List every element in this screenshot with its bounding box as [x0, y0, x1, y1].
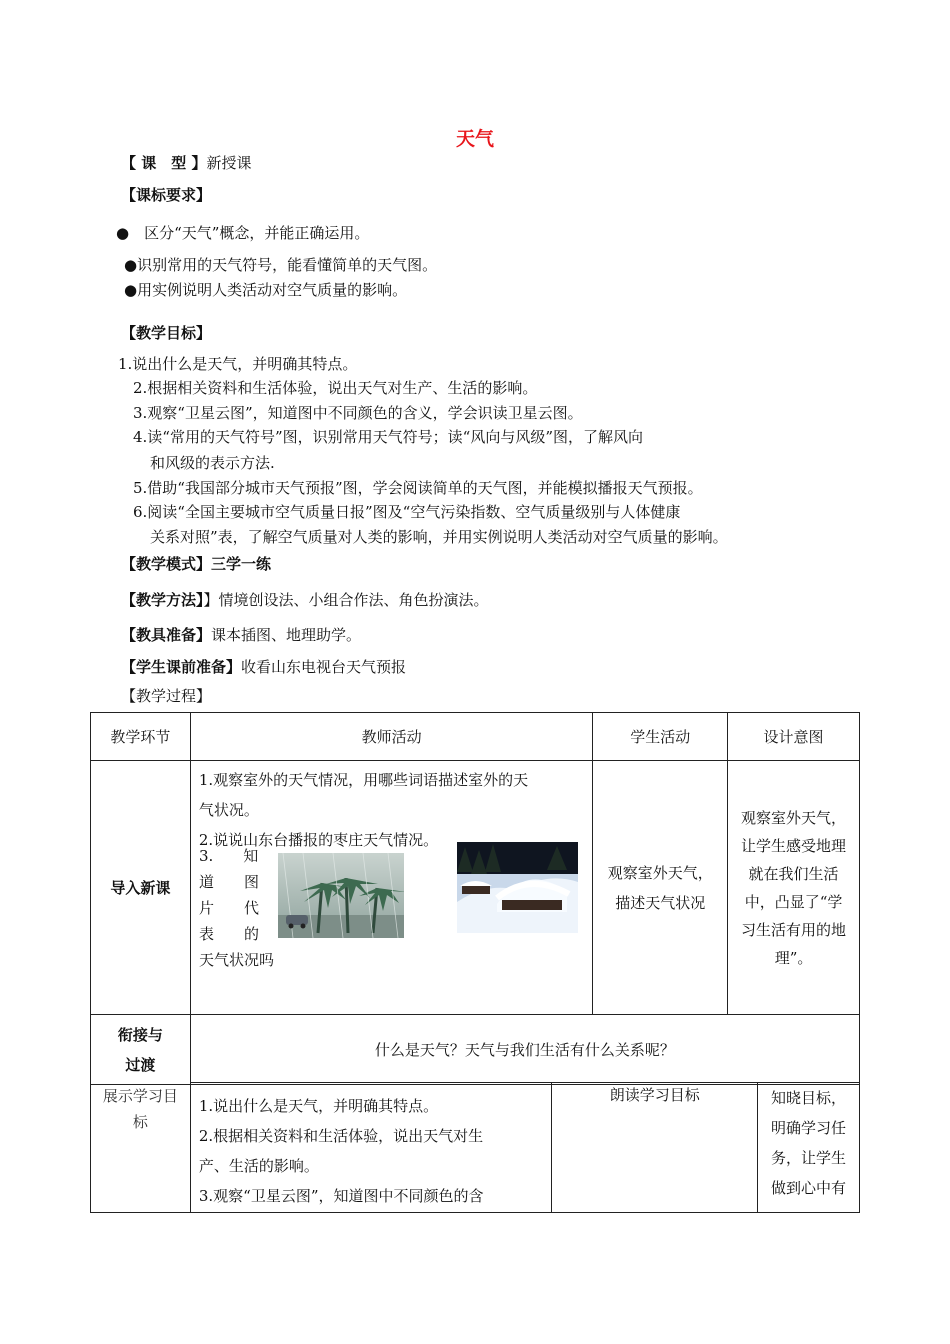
design-intent-line: 让学生感受地理 [741, 836, 847, 855]
aids-line [121, 624, 361, 645]
design-intent-line: 做到心中有 [771, 1179, 847, 1197]
stage-line: 标 [132, 1112, 148, 1131]
mode-value: 三学一练 [211, 555, 272, 573]
snow-photo [457, 842, 578, 933]
standard-item: ●识别常用的天气符号，能看懂简单的天气图。 [124, 256, 438, 274]
student-activity-line: 观察室外天气， [607, 863, 713, 882]
goal-item: 1.说出什么是天气，并明确其特点。 [118, 355, 358, 373]
goal-item: 5.借助“我国部分城市天气预报”图，学会阅读简单的天气图，并能模拟播报天气预报。 [133, 479, 703, 497]
stage-line: 衔接与 [117, 1025, 163, 1044]
teacher-activity-line: 产、生活的影响。 [198, 1157, 319, 1175]
table-row [91, 1015, 860, 1085]
stage-line: 过渡 [125, 1055, 156, 1074]
goal-item: 和风级的表示方法. [150, 454, 275, 472]
question-3-line: 3. 知 [199, 847, 259, 865]
question-3-line: 片 代 [199, 899, 260, 917]
goal-item: 2.根据相关资料和生活体验，说出天气对生产、生活的影响。 [133, 379, 538, 397]
standards-heading: 【课标要求】 [121, 186, 212, 204]
stage-line: 展示学习目 [102, 1086, 178, 1105]
teacher-activity-line: 2.根据相关资料和生活体验，说出天气对生 [198, 1127, 484, 1145]
design-intent-line: 中，凸显了“学 [744, 892, 843, 911]
column-header: 教师活动 [190, 713, 592, 761]
prep-line [121, 656, 406, 677]
stage-cell [91, 1015, 191, 1085]
goal-item: 关系对照”表，了解空气质量对人类的影响，并用实例说明人类活动对空气质量的影响。 [150, 528, 728, 546]
standard-item: ●用实例说明人类活动对空气质量的影响。 [124, 281, 408, 299]
design-intent-cell [728, 761, 860, 1015]
mode-label: 【教学模式】 [121, 555, 212, 573]
goals-heading: 【教学目标】 [121, 324, 212, 342]
question-3-line: 道 图 [199, 873, 260, 891]
table-row [91, 1083, 860, 1213]
goal-item: 3.观察“卫星云图”，知道图中不同颜色的含义，学会识读卫星云图。 [133, 404, 583, 422]
design-intent-line: 理”。 [774, 948, 813, 967]
student-activity-cell [552, 1083, 758, 1213]
goal-item: 4.读“常用的天气符号”图，识别常用天气符号；读“风向与风级”图，了解风向 [133, 428, 643, 446]
standard-item: ● 区分“天气”概念，并能正确运用。 [116, 224, 370, 242]
teacher-activity-line: 1.观察室外的天气情况，用哪些词语描述室外的天 [198, 771, 529, 789]
question-3-line: 表 的 [199, 925, 260, 943]
process-heading: 【教学过程】 [121, 687, 212, 705]
teacher-activity-line: 2.说说山东台播报的枣庄天气情况。 [198, 831, 439, 849]
aids-label: 【教具准备】 [121, 626, 212, 644]
teacher-activity-line: 3.观察“卫星云图”，知道图中不同颜色的含 [198, 1187, 484, 1205]
aids-value: 课本插图、地理助学。 [211, 626, 362, 644]
table-header-row [91, 713, 860, 761]
page-title: 天气 [455, 128, 494, 150]
teacher-activity-cell [190, 1083, 552, 1213]
methods-label: 【教学方法】 [121, 591, 204, 609]
design-intent-line: 知晓目标， [771, 1089, 847, 1107]
stage-cell [91, 1083, 191, 1213]
design-intent-line: 明确学习任 [771, 1119, 847, 1137]
prep-value: 收看山东电视台天气预报 [241, 658, 407, 676]
column-header: 学生活动 [593, 713, 728, 761]
methods-line [121, 589, 489, 610]
question-3-line: 天气状况吗 [199, 951, 275, 969]
stage-cell: 导入新课 [91, 761, 191, 1015]
design-intent-line: 习生活有用的地 [741, 920, 847, 939]
design-intent-cell [758, 1083, 860, 1213]
mode-line [121, 553, 271, 574]
transition-cell: 什么是天气？天气与我们生活有什么关系呢？ [190, 1015, 859, 1085]
course-type-value: 新授课 [206, 154, 252, 172]
teacher-activity-line: 气状况。 [198, 801, 259, 819]
student-activity-line: 朗读学习目标 [609, 1086, 700, 1104]
design-intent-line: 务，让学生 [771, 1149, 847, 1167]
goals-table [90, 1082, 860, 1213]
prep-label: 【学生课前准备】 [121, 658, 242, 676]
design-intent-line: 就在我们生活 [748, 864, 839, 883]
course-type-label: 【 课 型 】 [121, 154, 207, 172]
rainstorm-photo [278, 853, 404, 938]
goal-item: 6.阅读“全国主要城市空气质量日报”图及“空气污染指数、空气质量级别与人体健康 [133, 503, 681, 521]
column-header: 设计意图 [728, 713, 860, 761]
student-activity-cell [593, 761, 728, 1015]
teacher-activity-line: 1.说出什么是天气，并明确其特点。 [198, 1097, 439, 1115]
course-type-line [121, 152, 251, 173]
column-header: 教学环节 [91, 713, 191, 761]
design-intent-line: 观察室外天气， [741, 808, 847, 827]
methods-value: 】情境创设法、小组合作法、角色扮演法。 [203, 591, 489, 609]
student-activity-line: 描述天气状况 [615, 893, 706, 912]
question-3 [199, 843, 274, 973]
